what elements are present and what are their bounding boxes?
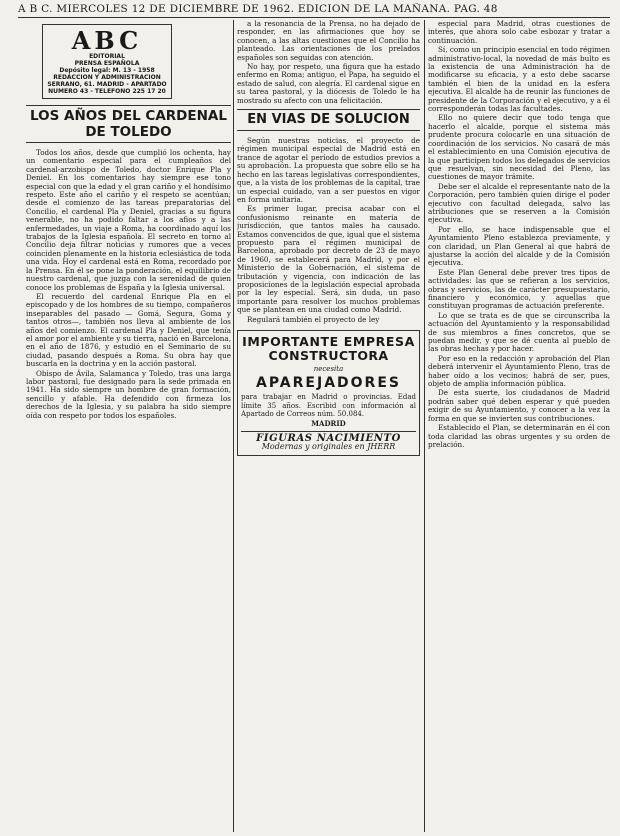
ad-position: APAREJADORES: [256, 375, 401, 392]
ad-city: MADRID: [311, 418, 346, 428]
masthead-line: Depósito legal: M. 13 - 1958: [59, 67, 155, 74]
article-paragraph: Por ello, se hace indispensable que el Ayuntamiento Pleno establezca previamente, y con claridad, un Plan General al que habrá de ajustarse la acción del alcalde y de la Comisión ejecutiva.: [428, 224, 610, 268]
masthead-line: EDITORIAL: [89, 53, 125, 60]
masthead-line: SERRANO, 61. MADRID - APARTADO: [47, 81, 167, 88]
article-paragraph: a la resonancia de la Prensa, no ha dejado de responder, en las afirmaciones que hoy se conocen, a las altas cuestiones que el Concilio ha planteado. Las orientaciones de los prelados españoles son seguidas con atención.: [237, 20, 420, 62]
article-paragraph: Todos los años, desde que cumplió los ochenta, hay un comentario especial para el cumpleaños del cardenal-arzobispo de Toledo, doctor Enrique Pla y Deniel. En los comentarios hay siempre ese tono especial con que la edad y el gran cariño y el hondísimo respeto. Este año el cariño y el respeto se acentúan; desde el comienzo de las tareas preparatorias del Concilio, el cardenal Pla y Deniel, gracias a su figura venerable, no ha podido faltar a los afios y a las enfermedades, un viaje a Roma, ha coordinado aquí los trabajos de la Iglesia española. El secreto en torno al Concilio deja filtrar noticias y rumores que a veces coinciden plenamente en la historia eclesiástica de toda una vida. Hoy el cardenal está en Roma, recordado por la Prensa. En él se pone la ponderación, el equilibrio de nuestro cardenal, que juzga con la serenidad de quien conoce los problemas de España y la Iglesia universal.: [26, 148, 231, 292]
article-paragraph: El recuerdo del cardenal Enrique Pla en el episcopado y de los hombres de su tiempo, compañeros inseparables del pasado — Gomá, Segura, Goma y tantos otros—, también nos lleva al ambiente de los años del comienzo. El cardenal Pla y Deniel, que tenía el amor por el ambiente y su tierra, nació en Barcelona, en el año de 1876, y estudió en el Seminario de su ciudad, pasando después a Roma. Su obra hay que buscarla en la doctrina y en la acción pastoral.: [26, 291, 231, 369]
article-paragraph: Por eso en la redacción y aprobación del Plan deberá intervenir el Ayuntamiento Pleno, tras de haber oído a los vecinos; habrá de ser, pues, objeto de amplia información pública.: [428, 353, 610, 389]
column-middle: [237, 20, 420, 832]
ad-title-line: CONSTRUCTORA: [268, 348, 389, 363]
article-headline: LOS AÑOS DEL CARDENAL DE TOLEDO: [26, 105, 231, 143]
ad-title-line: IMPORTANTE EMPRESA: [242, 334, 415, 349]
article-paragraph: Este Plan General debe prever tres tipos de actividades: las que se refieran a los servicios, obras y servicios, las de carácter presupuestario, financiero y económico, y aquellas que constituyan programas de actuación preferente.: [428, 267, 610, 311]
masthead-line: NUMERO 43 - TELEFONO 225 17 20: [48, 88, 166, 95]
ad-figuras-title: FIGURAS NACIMIENTO: [241, 431, 416, 443]
article-paragraph: especial para Madrid, otras cuestiones de interés, que ahora solo cabe esbozar y tratar a continuación.: [428, 20, 610, 45]
column-divider: [233, 20, 234, 832]
page-header: A B C. MIERCOLES 12 DE DICIEMBRE DE 1962. EDICION DE LA MAÑANA. PAG. 48: [18, 3, 610, 18]
ad-figuras-subtitle: Modernas y originales en JHERR: [261, 442, 396, 452]
article-paragraph: Regulará también el proyecto de ley: [247, 314, 380, 324]
ad-address: para trabajar en Madrid o provincias. Edad límite 35 años. Escribid con información al Apartado de Correos núm. 50.084.: [241, 393, 416, 419]
article-paragraph: Según nuestras noticias, el proyecto de régimen municipal especial de Madrid está en trance de agotar el período de estudios previos a su aprobación. La propuesta que sobre ello se ha hecho en las tareas legislativas correspondientes, que, a la vista de los problemas de la capital, trae un especial cuidado, van a ser puestos en vigor en forma unitaria.: [237, 136, 420, 204]
article-paragraph: Es primer lugar, precisa acabar con el confusionismo reinante en materia de jurisdicción, que tantos males ha causado. Estamos convencidos de que, igual que el sistema propuesto para el régimen municipal de Barcelona, aprobado por decreto de 23 de mayo de 1960, se establecerá para Madrid, y por el Ministerio de la Gobernación, el sistema de tributación y vigencia, con indicación de las proposiciones de la legislación especial aprobada por la ley especial. Será, sin duda, un paso importante para resolver los muchos problemas que se plantean en una ciudad como Madrid.: [237, 204, 420, 315]
column-divider: [424, 20, 425, 832]
article-paragraph: Ello no quiere decir que todo tenga que hacerlo el alcalde, porque el sistema más prudente procura colocarle en una situación de coordinación de los servicios. No casará de más el establecimiento en una Comisión ejecutiva de la que participen todos los delegados de servicios que resuelvan, sin necesidad del Pleno, las cuestiones de mayor trámite.: [428, 113, 610, 182]
column-left: [26, 20, 231, 832]
abc-logo: ABC: [71, 26, 143, 55]
article-paragraph: Obispo de Ávila, Salamanca y Toledo, tras una larga labor pastoral, fue designado para la sede primada en 1941. Ha sido siempre un hombre de gran formación, sencillo y afable. Ha defendido con firmeza los derechos de la Iglesia, y su palabra ha sido siempre oída con respeto por todos los españoles.: [26, 368, 231, 420]
article-paragraph: De esta suerte, los ciudadanos de Madrid podrán saber qué deben esperar y qué pueden exigir de su Ayuntamiento, y conocer a la vez la forma en que se invierten sus contribuciones.: [428, 388, 610, 423]
article-paragraph: Debe ser el alcalde el representante nato de la Corporación, pero también quien dirige el poder ejecutivo con facultad delegada, salvo las atribuciones que se reserven a la Comisión ejecutiva.: [428, 181, 610, 225]
classified-ad-box: [237, 330, 420, 456]
article-headline: EN VIAS DE SOLUCION: [237, 109, 420, 131]
article-paragraph: No hay, por respeto, una figura que ha estado enfermo en Roma; antiguo, el Papa, ha seguido el estado de salud, con alegría. El cardenal sigue en su tarea pastoral, y la diócesis de Toledo le ha mostrado su afecto con una felicitación.: [237, 62, 420, 105]
abc-masthead-box: [42, 24, 172, 99]
article-paragraph: Sí, como un principio esencial en todo régimen administrativo-local, la novedad de más bulto es la existencia de una Administración ha de modificarse su eficacia, y a esto debe sacarse también el bien de la unidad en la esfera ejecutiva. El alcalde ha de reunir las funciones de presidente de la Corporación y el ejecutivo, y a él corresponderán todas las facultades.: [428, 45, 610, 114]
article-paragraph: Establecido el Plan, se determinarán en él con toda claridad las obras urgentes y su orden de prelación.: [428, 423, 610, 449]
masthead-line: REDACCION Y ADMINISTRACION: [53, 74, 161, 81]
column-right: [428, 20, 610, 832]
ad-subtitle: necesita: [313, 365, 344, 373]
article-paragraph: Lo que se trata es de que se circunscriba la actuación del Ayuntamiento y la responsabilidad de sus miembros a fines concretos, que se puedan medir, y que se dé cuenta al pueblo de las obras hechas y por hacer.: [428, 310, 610, 354]
masthead-line: PRENSA ESPAÑOLA: [74, 60, 140, 67]
